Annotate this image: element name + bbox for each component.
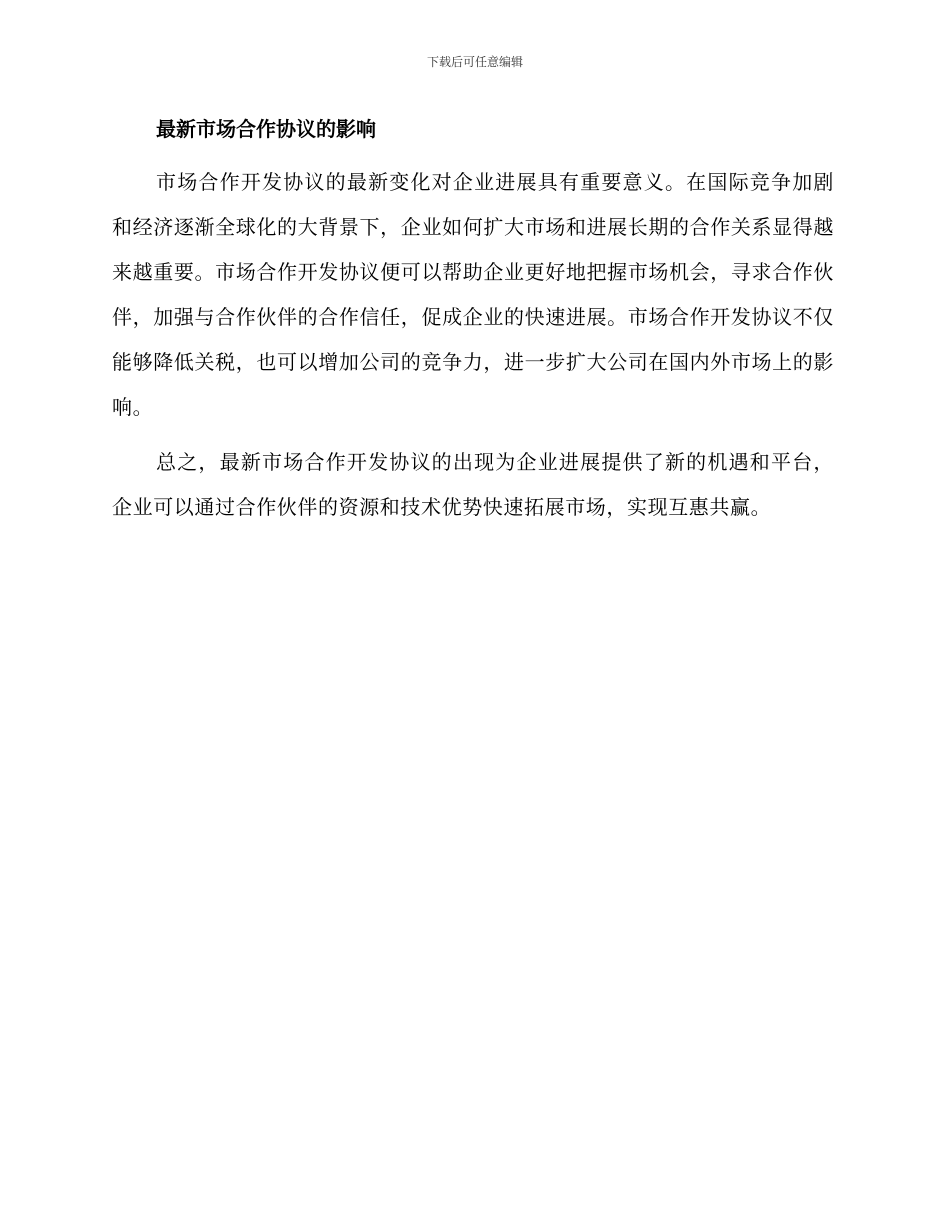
paragraph-1: 市场合作开发协议的最新变化对企业进展具有重要意义。在国际竞争加剧和经济逐渐全球化的大背景下，企业如何扩大市场和进展长期的合作关系显得越来越重要。市场合作开发协议便可以帮助企业更好地把握市场机会，寻求合作伙伴，加强与合作伙伴的合作信任，促成企业的快速进展。市场合作开发协议不仅能够降低关税，也可以增加公司的竞争力，进一步扩大公司在国内外市场上的影响。 [112,170,834,419]
header-note: 下载后可任意编辑 [426,55,523,69]
document-title: 最新市场合作协议的影响 [156,117,376,141]
paragraph-2: 总之，最新市场合作开发协议的出现为企业进展提供了新的机遇和平台，企业可以通过合作伙伴的资源和技术优势快速拓展市场，实现互惠共赢。 [112,450,834,519]
document-body [112,112,834,540]
